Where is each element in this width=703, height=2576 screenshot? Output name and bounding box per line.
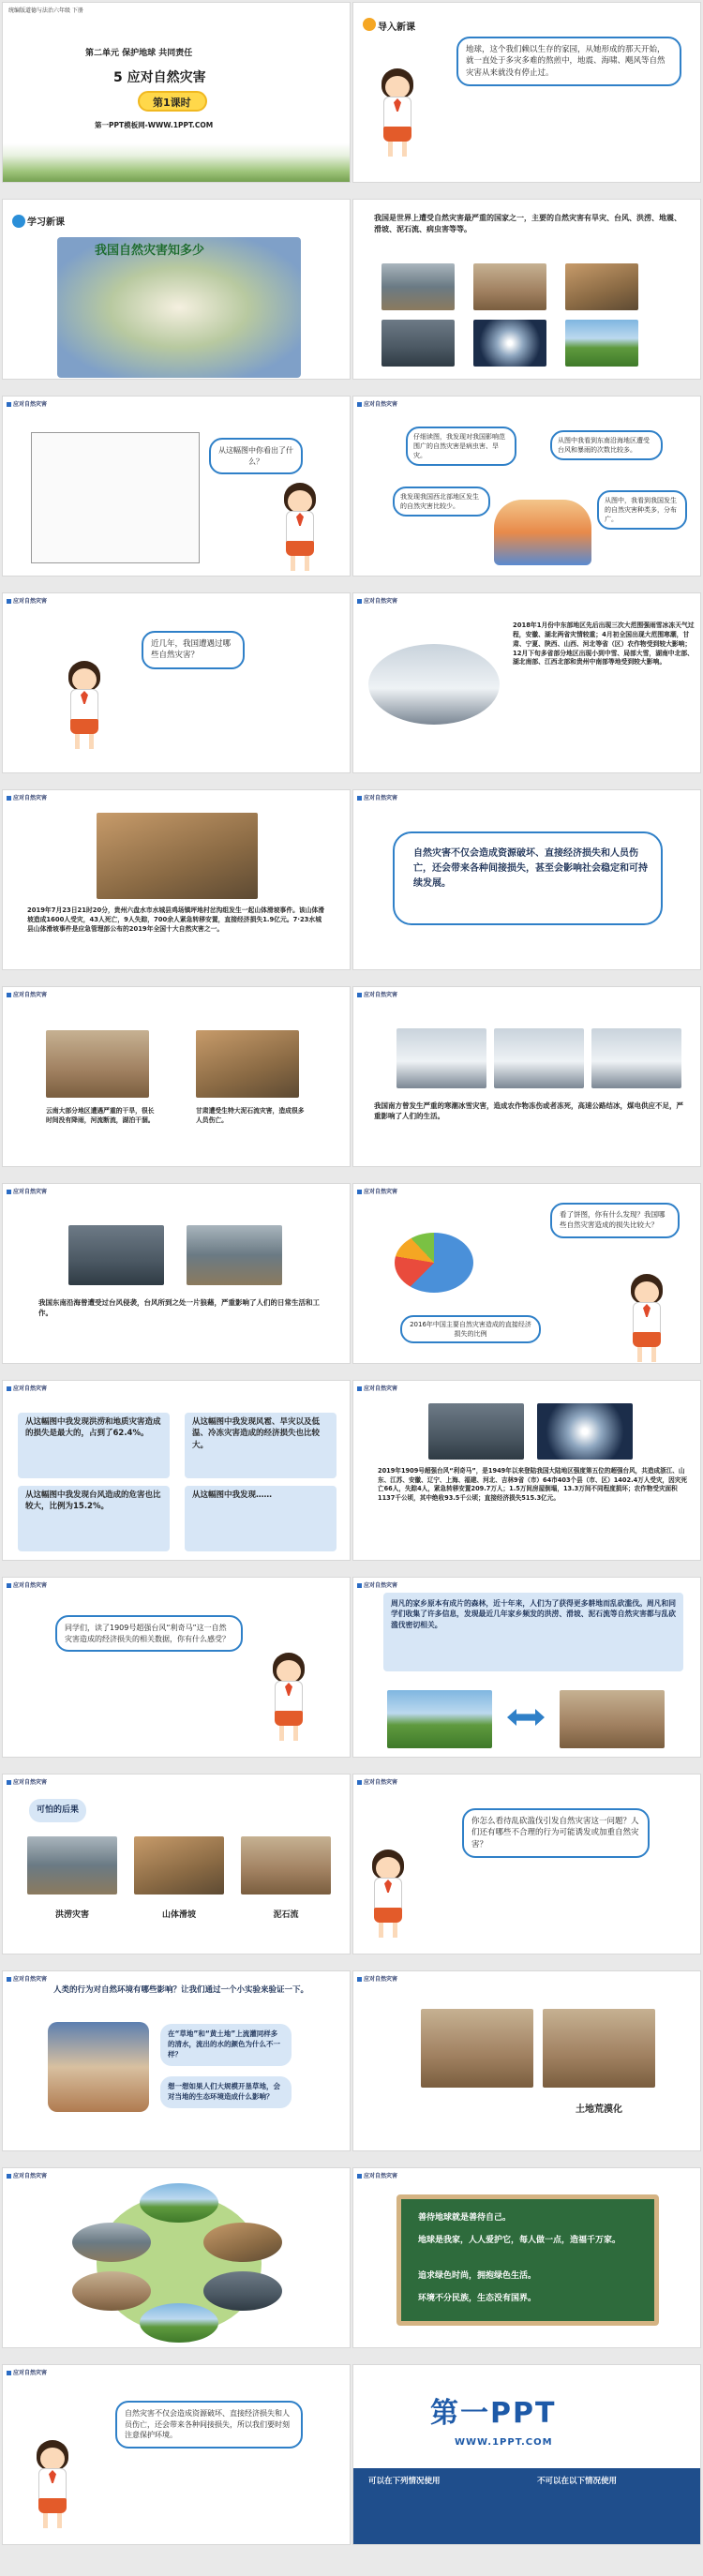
section-tag: 导入新课 [378,22,415,33]
slide-18[interactable] [352,1577,701,1758]
slide-3[interactable] [2,199,351,380]
finding-text-3: 从这幅图中我发现台风造成的危害也比较大，比例为15.2%。 [25,1490,161,1512]
slide-15[interactable] [2,1380,351,1561]
slide-tag: 应对自然灾害 [357,1974,397,1983]
photo-forest [387,1690,492,1748]
photo-desert-1 [421,2009,533,2088]
finding-box-4 [185,1486,337,1551]
slide-9[interactable] [2,789,351,970]
slide-2[interactable] [352,2,701,183]
photo-desert-2 [543,2009,655,2088]
slide-tag: 应对自然灾害 [7,399,47,408]
intro-bubble: 地球，这个我们赖以生存的家园，从她形成的那天开始，就一直处于多灾多难的熬煎中，地震、海啸、飓风等自然灾害从来就没有停止过。 [456,37,681,86]
slide-tag: 应对自然灾害 [357,793,397,801]
slide-tag: 应对自然灾害 [7,1777,47,1786]
students-group [494,500,591,565]
photo-left-bottom [72,2271,151,2311]
pie-caption: 2016年中国主要自然灾害造成的直接经济损失的比例 [400,1315,541,1343]
slide-20[interactable] [352,1774,701,1954]
allowed-title: 可以在下列情况使用 [368,2477,441,2486]
slide-21[interactable] [2,1970,351,2151]
photo-snow-storm [368,644,500,725]
summary-box [393,831,663,925]
slide-5[interactable] [2,396,351,577]
photo-flood-disaster [27,1836,117,1895]
summary-text: 自然灾害不仅会造成资源破坏、直接经济损失和人员伤亡，还会带来各种间接损失，甚至会影响社会稳定和可持续发展。 [413,848,648,889]
finding-box-1 [18,1413,170,1478]
footer-url: 第一PPT模板网-WWW.1PPT.COM [95,121,214,129]
slide-19[interactable] [2,1774,351,1954]
slide-17[interactable] [2,1577,351,1758]
caption-flood: 洪涝灾害 [54,1910,89,1920]
disaster-intro: 我国是世界上遭受自然灾害最严重的国家之一，主要的自然灾害有旱灾、台风、洪涝、地震、滑坡、泥石流、病虫害等等。 [374,214,681,233]
photo-frozen-road [494,1028,584,1088]
slogan-3: 追求绿色时尚，拥抱绿色生活。 [418,2271,537,2281]
slogan-board [396,2194,659,2326]
photo-snowy-town [396,1028,486,1088]
slide-24[interactable] [352,2167,701,2348]
question-bubble: 近几年，我国遭遇过哪些自然灾害？ [142,631,245,669]
story-text: 周凡的家乡原本有成片的森林，近十年来，人们为了获得更多耕地而乱砍滥伐。周凡和同学们收集了许多信息，发现最近几年家乡频发的洪涝、滑坡、泥石流等自然灾害都与乱砍滥伐密切相关。 [391,1599,677,1629]
answer-bubble-3: 我发现我国西北部地区发生的自然灾害比较少。 [393,487,490,517]
photo-top [140,2183,218,2223]
double-arrow-icon [507,1709,545,1726]
landslide-text: 2019年7月23日21时20分，贵州六盘水市水城县鸡场镇坪地村岔沟组发生一起山体滑坡事件。该山体滑坡造成1600人受灾，43人死亡，9人失踪，700余人紧急转移安置，直接经济损失1.9亿元。7·23水城县山体滑坡事件是应急管理部公布的2019年全国十大自然灾害之一。 [27,906,325,933]
photo-ice-trees [591,1028,681,1088]
photo-classroom [48,2022,149,2112]
slide-tag: 应对自然灾害 [357,1384,397,1392]
slide-tag: 应对自然灾害 [7,793,47,801]
typhoon-text: 我国东南沿海曾遭受过台风侵袭，台风所到之处一片狼藉，严重影响了人们的日常生活和工作。 [38,1298,320,1317]
photo-flood [381,263,455,310]
experiment-question-1: 在“草地”和“黄土地”上流灌同样多的清水，流出的水的颜色为什么不一样？ [160,2024,292,2066]
conclusion-bubble: 自然灾害不仅会造成资源破坏、直接经济损失和人员伤亡，还会带来各种间接损失，所以我们要时刻注意保护环境。 [115,2401,303,2449]
drought-caption: 云南大部分地区遭遇严重的干旱，很长时间没有降雨，河流断流，湖泊干涸。 [46,1107,155,1124]
finding-box-2 [185,1413,337,1478]
slide-tag: 应对自然灾害 [7,596,47,605]
slide-12[interactable] [352,986,701,1167]
usage-panel [353,2468,701,2545]
slide-25[interactable] [2,2364,351,2545]
slide-10[interactable] [352,789,701,970]
slide-tag: 应对自然灾害 [357,990,397,998]
discussion-bubble: 你怎么看待乱砍滥伐引发自然灾害这一问题？人们还有哪些不合理的行为可能诱发或加重自然灾害？ [462,1808,650,1858]
forbidden-title: 不可以在以下情况使用 [537,2477,618,2486]
slide-4[interactable] [352,199,701,380]
slide-tag: 应对自然灾害 [7,1384,47,1392]
consequence-title: 可怕的后果 [29,1799,86,1822]
period-label: 第1课时 [153,97,191,109]
photo-left-top [72,2223,151,2262]
photo-deforested [560,1690,665,1748]
brand-url: WWW.1PPT.COM [455,2437,553,2448]
finding-text-4: 从这幅图中我发现…… [192,1490,273,1500]
slide-tag: 应对自然灾害 [7,1580,47,1589]
map-title: 我国自然灾害知多少 [95,244,205,258]
caption-landslide: 山体滑坡 [161,1910,196,1920]
landscape-banner [3,143,351,183]
photo-lekima-satellite [537,1403,633,1460]
photo-bottom [140,2303,218,2343]
photo-storm [381,320,455,367]
photo-typhoon-damage [187,1225,282,1285]
slogan-2: 地球是我家，人人爱护它，每人做一点，造福千万家。 [418,2236,621,2245]
slogan-1: 善待地球就是善待自己。 [418,2213,512,2223]
photo-lekima-storm [428,1403,524,1460]
photo-quake [565,263,638,310]
photo-right-bottom [203,2271,282,2311]
slide-8[interactable] [352,592,701,773]
slide-7[interactable] [2,592,351,773]
slogan-4: 环境不分民族，生态没有国界。 [418,2294,537,2303]
slide-6[interactable] [352,396,701,577]
experiment-question-2: 想一想如果人们大规模开垦草地，会对当地的生态环境造成什么影响？ [160,2076,292,2108]
snow-storm-text: 2018年1月份中东部地区先后出现三次大范围强雨雪冰冻天气过程，安徽、湖北两省灾情较重；4月初全国出现大范围寒潮，甘肃、宁夏、陕西、山西、河北等省（区）农作物受到较大影响；12月下旬多省部分地区出现小到中雪、局部大雪，湖南中北部、湖北南部、江西北部和贵州中南部等地受到较大影响。 [513,622,695,666]
photo-right-top [203,2223,282,2262]
slide-tag: 应对自然灾害 [7,990,47,998]
unit-title: 第二单元 保护地球 共同责任 [85,49,193,58]
china-disaster-map [31,432,200,563]
slide-1[interactable] [2,2,351,183]
slide-tag: 应对自然灾害 [357,399,397,408]
photo-gansu-mudflow [196,1030,299,1098]
slide-tag: 应对自然灾害 [7,1974,47,1983]
question-bubble: 从这幅图中你看出了什么？ [209,438,303,474]
flower-icon [363,18,376,31]
photo-landslide [565,320,638,367]
slide-13[interactable] [2,1183,351,1364]
answer-bubble-1: 仔细读图，我发现对我国影响范围广的自然灾害是病虫害、旱灾。 [406,427,516,466]
cold-wave-text: 我国南方曾发生严重的寒潮冰雪灾害，造成农作物冻伤或者冻死，高速公路结冰，煤电供应不足，严重影响了人们的生活。 [374,1101,683,1120]
photo-mudflow [241,1836,331,1895]
slide-tag: 应对自然灾害 [357,1580,397,1589]
period-badge [138,91,207,112]
slide-tag: 应对自然灾害 [357,2171,397,2179]
finding-text-1: 从这幅图中我发现洪涝和地质灾害造成的损失是最大的，占到了62.4%。 [25,1417,161,1439]
slide-tag: 应对自然灾害 [357,1187,397,1195]
photo-typhoon [473,320,546,367]
slide-tag: 应对自然灾害 [7,2368,47,2376]
answer-bubble-2: 从图中我看到东南沿海地区遭受台风和暴雨的次数比较多。 [550,430,663,460]
slide-tag: 应对自然灾害 [7,1187,47,1195]
feeling-bubble: 同学们，读了1909号超强台风“利奇马”这一自然灾害造成的经济损失的相关数据，你有什么感受？ [55,1615,243,1652]
photo-typhoon-street [68,1225,164,1285]
slide-23[interactable] [2,2167,351,2348]
answer-bubble-4: 从图中，我看到我国发生的自然灾害种类多，分布广。 [597,490,687,530]
flower-icon [12,215,25,228]
slide-tag: 应对自然灾害 [357,1777,397,1786]
photo-drought [473,263,546,310]
experiment-intro: 人类的行为对自然环境有哪些影响？让我们通过一个小实验来验证一下。 [53,1985,309,1995]
section-tag: 学习新课 [27,217,65,228]
slide-tag: 应对自然灾害 [7,2171,47,2179]
finding-text-2: 从这幅图中我发现风雹、旱灾以及低温、冷冻灾害造成的经济损失也比较大。 [192,1417,321,1450]
slide-11[interactable] [2,986,351,1167]
slide-26[interactable] [352,2364,701,2545]
slide-22[interactable] [352,1970,701,2151]
lekima-text: 2019年1909号超强台风“利奇马”，是1949年以来登陆我国大陆地区强度第五位的超强台风，共造成浙江、山东、江苏、安徽、辽宁、上海、福建、河北、吉林9省（市）64市403个县（市、区）1402.4万人受灾，因灾死亡66人，失踪4人，紧急转移安置209.7万人；1.5万间房屋倒塌，13.3万间不同程度损坏；农作物受灾面积1137千公顷，其中绝收93.5千公顷；直接经济损失515.3亿元。 [378,1467,687,1502]
pie-chart [395,1233,473,1293]
slide-14[interactable] [352,1183,701,1364]
lesson-title: 5 应对自然灾害 [113,70,206,85]
series-header: 统编版道德与法治六年级 下册 [8,7,83,14]
pie-question-bubble: 看了饼图，你有什么发现？我国哪些自然灾害造成的损失比较大？ [550,1203,680,1238]
photo-mountain-landslide [134,1836,224,1895]
brand-logo: 第一PPT [430,2397,557,2430]
slide-16[interactable] [352,1380,701,1561]
finding-box-3 [18,1486,170,1551]
mudflow-caption: 甘肃遭受生特大泥石流灾害，造成很多人员伤亡。 [196,1107,305,1124]
slide-tag: 应对自然灾害 [357,596,397,605]
caption-mudflow: 泥石流 [273,1910,299,1920]
photo-landslide-site [97,813,258,899]
story-box [383,1593,683,1671]
desertification-caption: 土地荒漠化 [576,2104,622,2115]
photo-yunnan-drought [46,1030,149,1098]
